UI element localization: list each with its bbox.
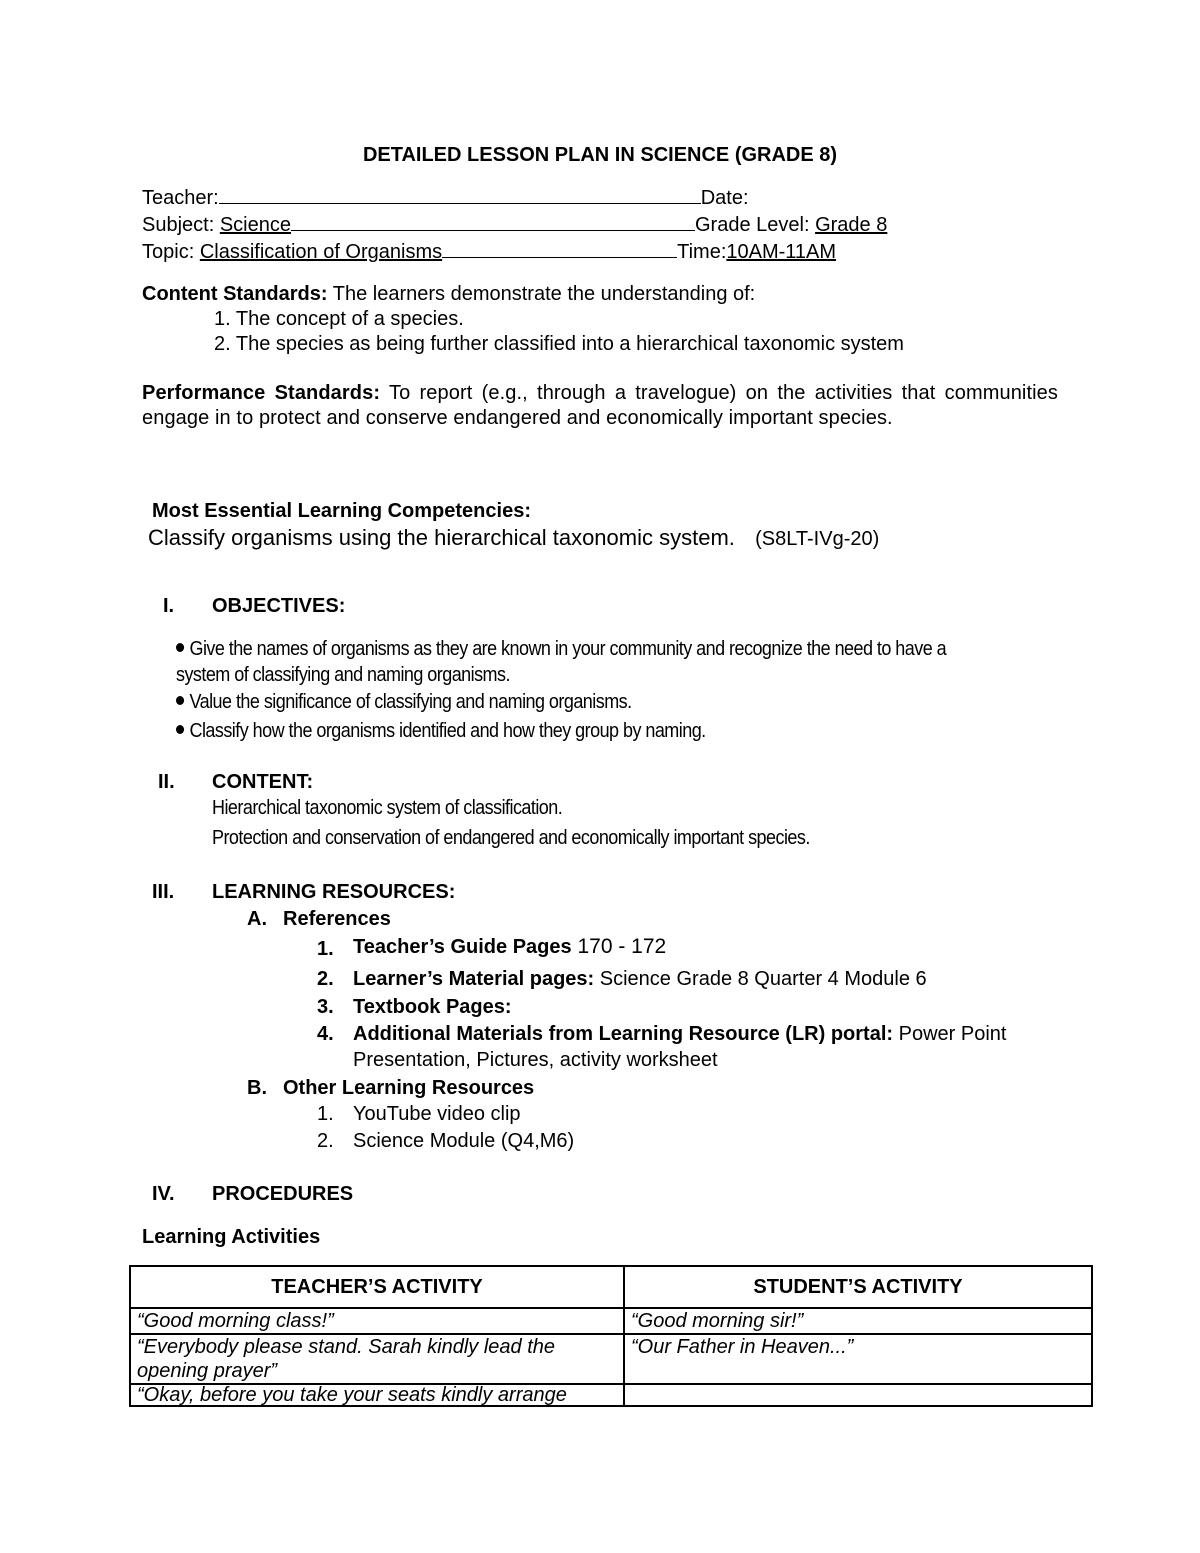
bullet-icon: [176, 643, 184, 652]
subject-row: [142, 211, 887, 237]
references-letter: A.: [247, 908, 267, 930]
teacher-row: [142, 184, 749, 210]
ref-item: Additional Materials from Learning Resource (LR) portal: Power Point: [353, 1023, 1007, 1045]
other-num: 2.: [317, 1130, 334, 1152]
learning-activities-label: Learning Activities: [142, 1226, 321, 1248]
content-standard-item: 2. The species as being further classified into a hierarchical taxonomic system: [214, 333, 904, 355]
ref-num: 1.: [317, 938, 334, 960]
table-row: [130, 1384, 1092, 1406]
student-cell: [624, 1384, 1092, 1406]
content-standard-item: 1. The concept of a species.: [214, 308, 464, 330]
time-label: Time:: [677, 241, 727, 263]
performance-standards-text: To report (e.g., through a travelogue) on the activities that communities engage in to protect and conserve endangered and economically important species.: [142, 382, 1058, 429]
table-row: [130, 1308, 1092, 1334]
document-title: DETAILED LESSON PLAN IN SCIENCE (GRADE 8): [362, 144, 838, 166]
other-item: YouTube video clip: [353, 1103, 521, 1125]
other-resources-heading: Other Learning Resources: [283, 1077, 535, 1099]
subject-value: Science: [219, 214, 291, 236]
student-cell: “Our Father in Heaven...”: [624, 1334, 1092, 1384]
content-standards: [142, 282, 755, 306]
bullet-icon: [176, 725, 184, 734]
content-standards-label: Content Standards:: [142, 283, 328, 305]
objective-item-continuation: system of classifying and naming organisms.: [176, 664, 510, 686]
procedures-heading: PROCEDURES: [212, 1183, 354, 1205]
objectives-heading: OBJECTIVES:: [212, 595, 346, 617]
activity-table: [129, 1265, 1093, 1407]
teacher-cell: “Everybody please stand. Sarah kindly lead the opening prayer”: [130, 1334, 624, 1384]
other-item: Science Module (Q4,M6): [353, 1130, 575, 1152]
teacher-blank: [219, 184, 701, 204]
teacher-cell: “Good morning class!”: [130, 1308, 624, 1334]
resources-heading: LEARNING RESOURCES:: [212, 881, 456, 903]
objective-item: Give the names of organisms as they are known in your community and recognize the need to have a: [176, 637, 946, 661]
ref-num: 2.: [317, 968, 334, 990]
melc-code: (S8LT-IVg-20): [755, 528, 880, 550]
objective-item: Value the significance of classifying and naming organisms.: [176, 690, 632, 714]
student-activity-header: STUDENT’S ACTIVITY: [624, 1266, 1092, 1308]
other-num: 1.: [317, 1103, 334, 1125]
teacher-activity-header: TEACHER’S ACTIVITY: [130, 1266, 624, 1308]
content-line: Protection and conservation of endangered and economically important species.: [212, 827, 810, 849]
content-standards-intro: The learners demonstrate the understanding of:: [327, 283, 756, 305]
time-value: 10AM-11AM: [726, 241, 837, 263]
melc-text: Classify organisms using the hierarchical taxonomic system.: [148, 525, 735, 550]
topic-blank: [442, 238, 677, 258]
ref-item-continuation: Presentation, Pictures, activity worksheet: [353, 1049, 718, 1071]
subject-blank: [291, 211, 695, 231]
student-cell: “Good morning sir!”: [624, 1308, 1092, 1334]
table-header-row: [130, 1266, 1092, 1308]
teacher-cell: “Okay, before you take your seats kindly arrange: [130, 1384, 624, 1406]
bullet-icon: [176, 696, 184, 705]
objectives-numeral: I.: [163, 595, 175, 617]
other-resources-letter: B.: [247, 1077, 267, 1099]
table-row: [130, 1334, 1092, 1384]
grade-value: Grade 8: [815, 214, 888, 236]
topic-row: [142, 238, 836, 264]
teacher-label: Teacher:: [142, 187, 219, 209]
content-line: Hierarchical taxonomic system of classification.: [212, 797, 563, 819]
melc-label: Most Essential Learning Competencies:: [152, 500, 531, 522]
ref-num: 3.: [317, 996, 334, 1018]
references-heading: References: [283, 908, 391, 930]
objective-item: Classify how the organisms identified and how they group by naming.: [176, 719, 706, 743]
ref-item: Teacher’s Guide Pages 170 - 172: [353, 935, 667, 958]
content-heading: CONTENT:: [212, 771, 314, 793]
ref-item: Learner’s Material pages: Science Grade 8 Quarter 4 Module 6: [353, 968, 927, 990]
ref-num: 4.: [317, 1023, 334, 1045]
performance-standards-label: Performance Standards:: [142, 382, 381, 404]
topic-value: Classification of Organisms: [199, 241, 443, 263]
topic-label: Topic:: [142, 241, 200, 263]
ref-item: Textbook Pages:: [353, 996, 512, 1018]
resources-numeral: III.: [152, 881, 175, 903]
grade-label: Grade Level:: [694, 214, 816, 236]
melc-text-row: [148, 524, 879, 553]
procedures-numeral: IV.: [152, 1183, 175, 1205]
date-label: Date:: [700, 187, 749, 209]
content-numeral: II.: [158, 771, 175, 793]
subject-label: Subject:: [142, 214, 220, 236]
performance-standards: [142, 381, 1058, 431]
